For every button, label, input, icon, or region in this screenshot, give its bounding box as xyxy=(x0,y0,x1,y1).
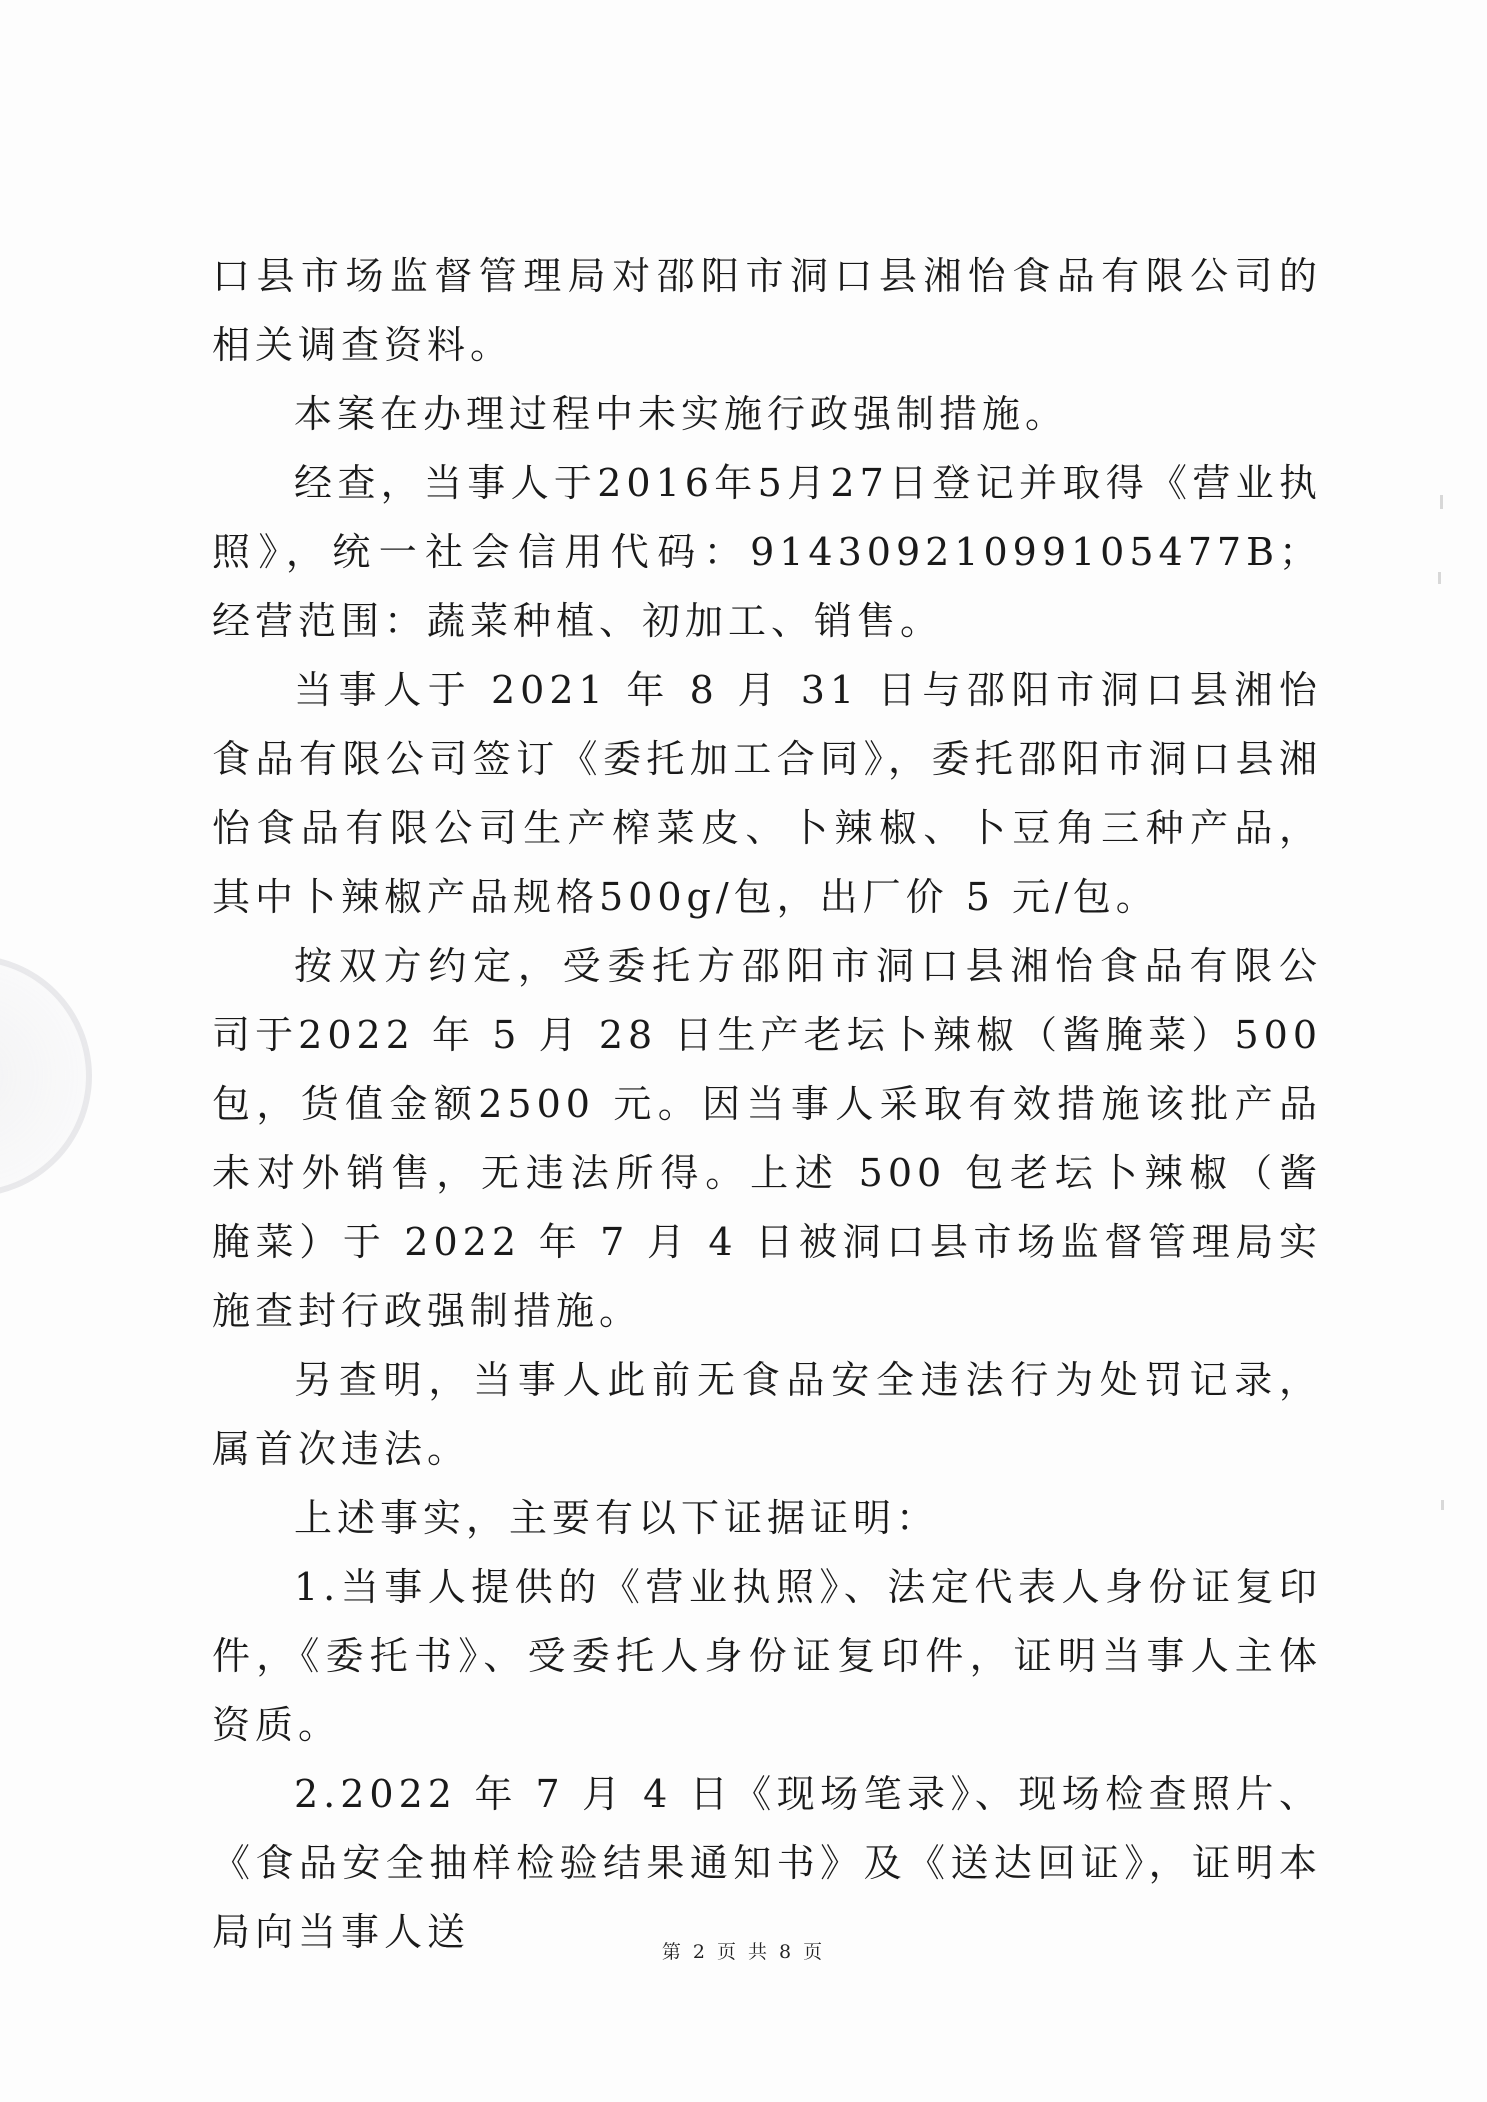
scan-mark xyxy=(1438,572,1441,584)
scan-mark xyxy=(1440,495,1443,509)
paragraph-business-license: 经查，当事人于2016年5月27日登记并取得《营业执照》，统一社会信用代码：91430921099105477B；经营范围：蔬菜种植、初加工、销售。 xyxy=(212,461,1322,643)
scan-mark xyxy=(1441,1500,1444,1510)
paragraph-continuation: 口县市场监督管理局对邵阳市洞口县湘怡食品有限公司的相关调查资料。 xyxy=(212,254,1322,367)
paragraph-evidence-2: 2.2022 年 7 月 4 日《现场笔录》、现场检查照片、《食品安全抽样检验结果通知书》及《送达回证》，证明本局向当事人送 xyxy=(212,1772,1322,1954)
paragraph-no-coercive-measures: 本案在办理过程中未实施行政强制措施。 xyxy=(294,392,1069,436)
paragraph-production-details: 按双方约定，受委托方邵阳市洞口县湘怡食品有限公司于2022 年 5 月 28 日生产老坛卜辣椒（酱腌菜）500 包，货值金额2500 元。因当事人采取有效措施该批产品未对外销售，无违法所得。上述 500 包老坛卜辣椒（酱腌菜）于 2022 年 7 月 4 日被洞口县市场监督管理局实施查封行政强制措施。 xyxy=(212,944,1322,1333)
page-number-footer: 第 2 页 共 8 页 xyxy=(661,1941,826,1963)
official-seal-fragment xyxy=(0,955,92,1197)
paragraph-no-prior-record: 另查明，当事人此前无食品安全违法行为处罚记录，属首次违法。 xyxy=(212,1358,1322,1471)
paragraph-evidence-1: 1.当事人提供的《营业执照》、法定代表人身份证复印件，《委托书》、受委托人身份证复印件，证明当事人主体资质。 xyxy=(212,1565,1322,1747)
paragraph-entrusted-processing: 当事人于 2021 年 8 月 31 日与邵阳市洞口县湘怡食品有限公司签订《委托加工合同》，委托邵阳市洞口县湘怡食品有限公司生产榨菜皮、卜辣椒、卜豆角三种产品，其中卜辣椒产品规格500g/包，出厂价 5 元/包。 xyxy=(212,668,1322,919)
document-body xyxy=(212,242,1322,1967)
paragraph-evidence-intro: 上述事实，主要有以下证据证明： xyxy=(294,1496,940,1540)
